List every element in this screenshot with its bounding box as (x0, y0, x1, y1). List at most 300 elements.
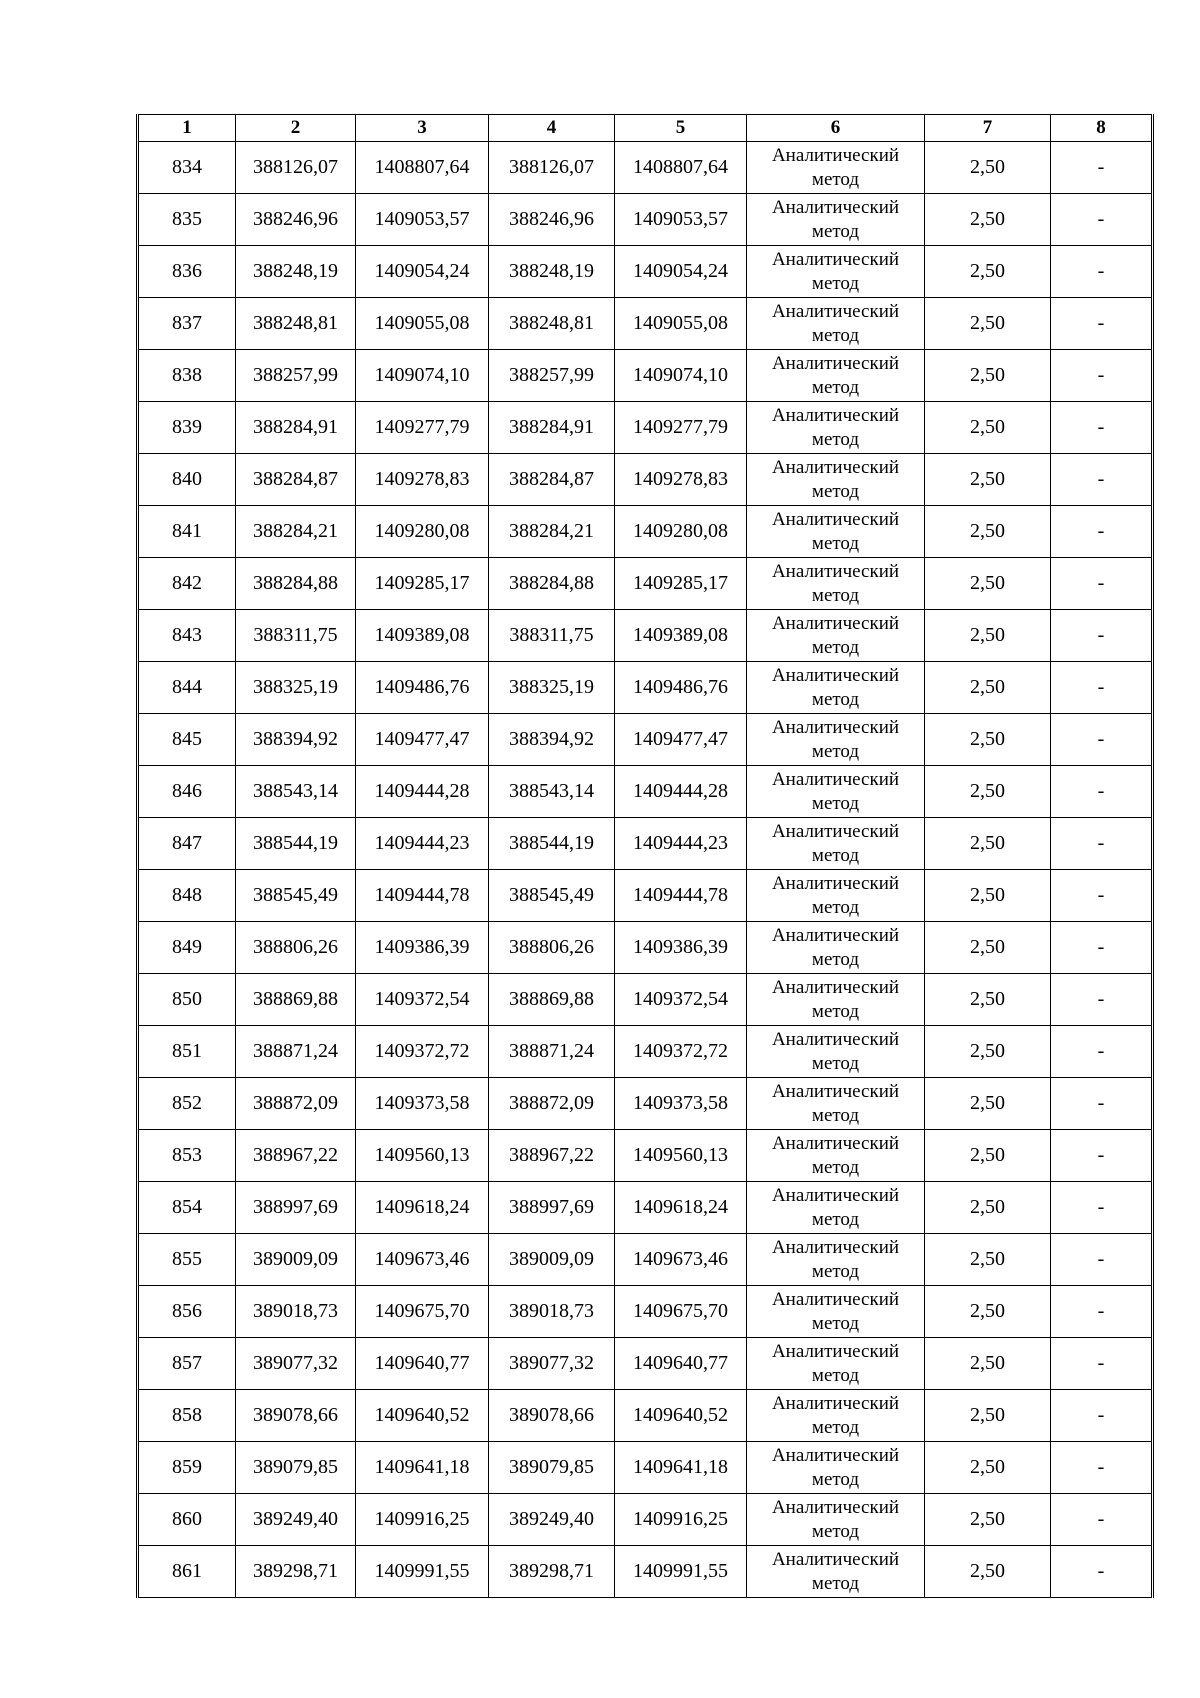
point-number-cell: 835 (138, 194, 236, 246)
point-number-cell: 848 (138, 870, 236, 922)
method-line-2: метод (811, 688, 860, 710)
x-coordinate-cell: 389077,32 (236, 1338, 356, 1390)
y-coordinate-cell: 1409916,25 (615, 1494, 747, 1546)
method-line-2: метод (811, 636, 860, 658)
method-line-1: Аналитический (771, 1236, 900, 1258)
table-row (138, 1078, 1153, 1130)
table-row (138, 974, 1153, 1026)
note-cell: - (1051, 662, 1153, 714)
method-line-2: метод (811, 1468, 860, 1490)
header-row (138, 115, 1153, 142)
column-header: 8 (1051, 115, 1153, 142)
method-line-2: метод (811, 376, 860, 398)
method-line-1: Аналитический (771, 248, 900, 270)
accuracy-cell: 2,50 (925, 818, 1051, 870)
method-cell (747, 506, 925, 558)
table-row (138, 454, 1153, 506)
x-coordinate-cell: 388246,96 (236, 194, 356, 246)
point-number-cell: 855 (138, 1234, 236, 1286)
accuracy-cell: 2,50 (925, 1182, 1051, 1234)
y-coordinate-cell: 1409444,28 (356, 766, 489, 818)
x-coordinate-cell: 388967,22 (489, 1130, 615, 1182)
method-cell (747, 1182, 925, 1234)
accuracy-cell: 2,50 (925, 194, 1051, 246)
y-coordinate-cell: 1409055,08 (356, 298, 489, 350)
point-number-cell: 839 (138, 402, 236, 454)
table-row (138, 246, 1153, 298)
table-row (138, 298, 1153, 350)
point-number-cell: 857 (138, 1338, 236, 1390)
x-coordinate-cell: 388284,91 (236, 402, 356, 454)
x-coordinate-cell: 389009,09 (489, 1234, 615, 1286)
y-coordinate-cell: 1409560,13 (356, 1130, 489, 1182)
x-coordinate-cell: 388806,26 (489, 922, 615, 974)
method-cell (747, 1026, 925, 1078)
x-coordinate-cell: 388872,09 (236, 1078, 356, 1130)
table-row (138, 662, 1153, 714)
table-row (138, 766, 1153, 818)
note-cell: - (1051, 142, 1153, 194)
table-row (138, 1338, 1153, 1390)
x-coordinate-cell: 388325,19 (489, 662, 615, 714)
table-row (138, 1442, 1153, 1494)
y-coordinate-cell: 1409074,10 (356, 350, 489, 402)
column-header: 4 (489, 115, 615, 142)
y-coordinate-cell: 1409277,79 (356, 402, 489, 454)
y-coordinate-cell: 1409444,23 (615, 818, 747, 870)
y-coordinate-cell: 1409386,39 (615, 922, 747, 974)
note-cell: - (1051, 454, 1153, 506)
y-coordinate-cell: 1409486,76 (356, 662, 489, 714)
point-number-cell: 844 (138, 662, 236, 714)
coordinates-table (136, 114, 1154, 1598)
x-coordinate-cell: 389249,40 (236, 1494, 356, 1546)
point-number-cell: 846 (138, 766, 236, 818)
x-coordinate-cell: 388997,69 (489, 1182, 615, 1234)
y-coordinate-cell: 1409054,24 (356, 246, 489, 298)
column-header: 2 (236, 115, 356, 142)
method-cell (747, 922, 925, 974)
x-coordinate-cell: 388967,22 (236, 1130, 356, 1182)
note-cell: - (1051, 974, 1153, 1026)
point-number-cell: 837 (138, 298, 236, 350)
accuracy-cell: 2,50 (925, 1286, 1051, 1338)
accuracy-cell: 2,50 (925, 1234, 1051, 1286)
method-cell (747, 1494, 925, 1546)
x-coordinate-cell: 388284,88 (236, 558, 356, 610)
point-number-cell: 845 (138, 714, 236, 766)
x-coordinate-cell: 388394,92 (489, 714, 615, 766)
column-header: 7 (925, 115, 1051, 142)
x-coordinate-cell: 388394,92 (236, 714, 356, 766)
method-line-2: метод (811, 272, 860, 294)
note-cell: - (1051, 870, 1153, 922)
method-line-2: метод (811, 168, 860, 190)
point-number-cell: 842 (138, 558, 236, 610)
point-number-cell: 840 (138, 454, 236, 506)
method-line-2: метод (811, 1520, 860, 1542)
y-coordinate-cell: 1409444,78 (356, 870, 489, 922)
y-coordinate-cell: 1409640,77 (356, 1338, 489, 1390)
method-cell (747, 870, 925, 922)
method-line-2: метод (811, 584, 860, 606)
method-line-1: Аналитический (771, 1028, 900, 1050)
table-row (138, 194, 1153, 246)
point-number-cell: 841 (138, 506, 236, 558)
y-coordinate-cell: 1409641,18 (356, 1442, 489, 1494)
y-coordinate-cell: 1408807,64 (356, 142, 489, 194)
note-cell: - (1051, 922, 1153, 974)
method-cell (747, 454, 925, 506)
x-coordinate-cell: 388545,49 (489, 870, 615, 922)
x-coordinate-cell: 388257,99 (489, 350, 615, 402)
method-line-2: метод (811, 1572, 860, 1594)
accuracy-cell: 2,50 (925, 1130, 1051, 1182)
accuracy-cell: 2,50 (925, 558, 1051, 610)
method-line-1: Аналитический (771, 1184, 900, 1206)
method-cell (747, 246, 925, 298)
method-line-2: метод (811, 1416, 860, 1438)
method-line-1: Аналитический (771, 612, 900, 634)
table-row (138, 1494, 1153, 1546)
method-line-1: Аналитический (771, 300, 900, 322)
y-coordinate-cell: 1409372,72 (356, 1026, 489, 1078)
y-coordinate-cell: 1409673,46 (615, 1234, 747, 1286)
x-coordinate-cell: 388997,69 (236, 1182, 356, 1234)
y-coordinate-cell: 1409386,39 (356, 922, 489, 974)
method-cell (747, 142, 925, 194)
note-cell: - (1051, 1494, 1153, 1546)
x-coordinate-cell: 388284,87 (489, 454, 615, 506)
accuracy-cell: 2,50 (925, 454, 1051, 506)
accuracy-cell: 2,50 (925, 1026, 1051, 1078)
table-row (138, 1182, 1153, 1234)
method-line-2: метод (811, 428, 860, 450)
x-coordinate-cell: 388543,14 (236, 766, 356, 818)
x-coordinate-cell: 389079,85 (489, 1442, 615, 1494)
y-coordinate-cell: 1409285,17 (615, 558, 747, 610)
y-coordinate-cell: 1409675,70 (356, 1286, 489, 1338)
note-cell: - (1051, 1286, 1153, 1338)
y-coordinate-cell: 1409477,47 (356, 714, 489, 766)
method-line-1: Аналитический (771, 196, 900, 218)
method-cell (747, 818, 925, 870)
x-coordinate-cell: 388311,75 (236, 610, 356, 662)
method-line-2: метод (811, 1364, 860, 1386)
accuracy-cell: 2,50 (925, 1442, 1051, 1494)
method-cell (747, 402, 925, 454)
method-cell (747, 610, 925, 662)
method-line-1: Аналитический (771, 1496, 900, 1518)
point-number-cell: 860 (138, 1494, 236, 1546)
method-line-1: Аналитический (771, 820, 900, 842)
table-row (138, 1130, 1153, 1182)
y-coordinate-cell: 1409444,28 (615, 766, 747, 818)
table-row (138, 922, 1153, 974)
method-line-2: метод (811, 1000, 860, 1022)
x-coordinate-cell: 388806,26 (236, 922, 356, 974)
method-line-1: Аналитический (771, 1548, 900, 1570)
note-cell: - (1051, 558, 1153, 610)
point-number-cell: 856 (138, 1286, 236, 1338)
note-cell: - (1051, 818, 1153, 870)
x-coordinate-cell: 388284,87 (236, 454, 356, 506)
accuracy-cell: 2,50 (925, 246, 1051, 298)
x-coordinate-cell: 388872,09 (489, 1078, 615, 1130)
x-coordinate-cell: 388869,88 (236, 974, 356, 1026)
x-coordinate-cell: 389249,40 (489, 1494, 615, 1546)
y-coordinate-cell: 1409053,57 (356, 194, 489, 246)
y-coordinate-cell: 1409673,46 (356, 1234, 489, 1286)
method-line-2: метод (811, 1312, 860, 1334)
method-line-2: метод (811, 532, 860, 554)
point-number-cell: 847 (138, 818, 236, 870)
x-coordinate-cell: 388257,99 (236, 350, 356, 402)
accuracy-cell: 2,50 (925, 1078, 1051, 1130)
method-line-1: Аналитический (771, 144, 900, 166)
method-line-1: Аналитический (771, 404, 900, 426)
method-cell (747, 662, 925, 714)
point-number-cell: 850 (138, 974, 236, 1026)
x-coordinate-cell: 388248,81 (489, 298, 615, 350)
method-line-1: Аналитический (771, 664, 900, 686)
method-cell (747, 1078, 925, 1130)
accuracy-cell: 2,50 (925, 1390, 1051, 1442)
y-coordinate-cell: 1409372,54 (615, 974, 747, 1026)
note-cell: - (1051, 1546, 1153, 1598)
point-number-cell: 834 (138, 142, 236, 194)
method-cell (747, 766, 925, 818)
method-line-1: Аналитический (771, 1132, 900, 1154)
y-coordinate-cell: 1409278,83 (615, 454, 747, 506)
note-cell: - (1051, 298, 1153, 350)
point-number-cell: 851 (138, 1026, 236, 1078)
method-line-2: метод (811, 948, 860, 970)
x-coordinate-cell: 388544,19 (489, 818, 615, 870)
column-header: 1 (138, 115, 236, 142)
note-cell: - (1051, 506, 1153, 558)
y-coordinate-cell: 1409373,58 (615, 1078, 747, 1130)
y-coordinate-cell: 1409640,52 (356, 1390, 489, 1442)
y-coordinate-cell: 1409486,76 (615, 662, 747, 714)
y-coordinate-cell: 1409640,52 (615, 1390, 747, 1442)
method-line-2: метод (811, 480, 860, 502)
y-coordinate-cell: 1409991,55 (615, 1546, 747, 1598)
note-cell: - (1051, 402, 1153, 454)
x-coordinate-cell: 388284,21 (489, 506, 615, 558)
method-line-1: Аналитический (771, 1080, 900, 1102)
point-number-cell: 858 (138, 1390, 236, 1442)
method-line-2: метод (811, 220, 860, 242)
y-coordinate-cell: 1409991,55 (356, 1546, 489, 1598)
note-cell: - (1051, 246, 1153, 298)
method-cell (747, 1286, 925, 1338)
accuracy-cell: 2,50 (925, 714, 1051, 766)
note-cell: - (1051, 1130, 1153, 1182)
note-cell: - (1051, 766, 1153, 818)
table-row (138, 1390, 1153, 1442)
point-number-cell: 861 (138, 1546, 236, 1598)
method-line-2: метод (811, 844, 860, 866)
x-coordinate-cell: 389009,09 (236, 1234, 356, 1286)
y-coordinate-cell: 1409477,47 (615, 714, 747, 766)
method-line-1: Аналитический (771, 1444, 900, 1466)
accuracy-cell: 2,50 (925, 610, 1051, 662)
table-row (138, 1234, 1153, 1286)
y-coordinate-cell: 1409074,10 (615, 350, 747, 402)
x-coordinate-cell: 388871,24 (489, 1026, 615, 1078)
method-line-1: Аналитический (771, 456, 900, 478)
note-cell: - (1051, 1078, 1153, 1130)
y-coordinate-cell: 1409372,54 (356, 974, 489, 1026)
method-cell (747, 1338, 925, 1390)
y-coordinate-cell: 1409916,25 (356, 1494, 489, 1546)
x-coordinate-cell: 389079,85 (236, 1442, 356, 1494)
y-coordinate-cell: 1409444,78 (615, 870, 747, 922)
x-coordinate-cell: 388543,14 (489, 766, 615, 818)
note-cell: - (1051, 1026, 1153, 1078)
method-cell (747, 558, 925, 610)
accuracy-cell: 2,50 (925, 766, 1051, 818)
method-cell (747, 714, 925, 766)
method-line-2: метод (811, 896, 860, 918)
method-cell (747, 1130, 925, 1182)
point-number-cell: 859 (138, 1442, 236, 1494)
note-cell: - (1051, 1182, 1153, 1234)
y-coordinate-cell: 1409641,18 (615, 1442, 747, 1494)
x-coordinate-cell: 388311,75 (489, 610, 615, 662)
method-line-2: метод (811, 792, 860, 814)
x-coordinate-cell: 388284,88 (489, 558, 615, 610)
accuracy-cell: 2,50 (925, 1494, 1051, 1546)
column-header: 3 (356, 115, 489, 142)
accuracy-cell: 2,50 (925, 1338, 1051, 1390)
table-row (138, 1546, 1153, 1598)
method-cell (747, 1442, 925, 1494)
method-cell (747, 350, 925, 402)
method-line-2: метод (811, 1104, 860, 1126)
x-coordinate-cell: 388544,19 (236, 818, 356, 870)
y-coordinate-cell: 1409560,13 (615, 1130, 747, 1182)
y-coordinate-cell: 1409278,83 (356, 454, 489, 506)
table-row (138, 350, 1153, 402)
y-coordinate-cell: 1409372,72 (615, 1026, 747, 1078)
x-coordinate-cell: 388248,81 (236, 298, 356, 350)
note-cell: - (1051, 194, 1153, 246)
accuracy-cell: 2,50 (925, 298, 1051, 350)
x-coordinate-cell: 389077,32 (489, 1338, 615, 1390)
y-coordinate-cell: 1409389,08 (356, 610, 489, 662)
method-cell (747, 974, 925, 1026)
column-header: 6 (747, 115, 925, 142)
x-coordinate-cell: 388248,19 (236, 246, 356, 298)
method-line-1: Аналитический (771, 924, 900, 946)
y-coordinate-cell: 1409675,70 (615, 1286, 747, 1338)
y-coordinate-cell: 1409280,08 (615, 506, 747, 558)
note-cell: - (1051, 1390, 1153, 1442)
method-line-1: Аналитический (771, 976, 900, 998)
method-line-1: Аналитический (771, 1340, 900, 1362)
y-coordinate-cell: 1409053,57 (615, 194, 747, 246)
x-coordinate-cell: 388869,88 (489, 974, 615, 1026)
method-line-1: Аналитический (771, 872, 900, 894)
y-coordinate-cell: 1409055,08 (615, 298, 747, 350)
x-coordinate-cell: 388126,07 (489, 142, 615, 194)
accuracy-cell: 2,50 (925, 142, 1051, 194)
y-coordinate-cell: 1409618,24 (615, 1182, 747, 1234)
table-body (138, 142, 1153, 1598)
accuracy-cell: 2,50 (925, 974, 1051, 1026)
table-row (138, 818, 1153, 870)
method-line-2: метод (811, 324, 860, 346)
note-cell: - (1051, 1234, 1153, 1286)
method-line-1: Аналитический (771, 716, 900, 738)
y-coordinate-cell: 1409373,58 (356, 1078, 489, 1130)
point-number-cell: 838 (138, 350, 236, 402)
method-line-2: метод (811, 740, 860, 762)
method-cell (747, 1546, 925, 1598)
table-row (138, 870, 1153, 922)
accuracy-cell: 2,50 (925, 350, 1051, 402)
method-cell (747, 194, 925, 246)
x-coordinate-cell: 388246,96 (489, 194, 615, 246)
table-row (138, 714, 1153, 766)
method-cell (747, 298, 925, 350)
y-coordinate-cell: 1409280,08 (356, 506, 489, 558)
x-coordinate-cell: 389078,66 (236, 1390, 356, 1442)
y-coordinate-cell: 1409640,77 (615, 1338, 747, 1390)
x-coordinate-cell: 389078,66 (489, 1390, 615, 1442)
column-header: 5 (615, 115, 747, 142)
x-coordinate-cell: 388325,19 (236, 662, 356, 714)
table-row (138, 610, 1153, 662)
table-row (138, 402, 1153, 454)
note-cell: - (1051, 1442, 1153, 1494)
x-coordinate-cell: 388871,24 (236, 1026, 356, 1078)
table-row (138, 1026, 1153, 1078)
y-coordinate-cell: 1409618,24 (356, 1182, 489, 1234)
method-line-1: Аналитический (771, 1392, 900, 1414)
x-coordinate-cell: 388126,07 (236, 142, 356, 194)
x-coordinate-cell: 389018,73 (489, 1286, 615, 1338)
y-coordinate-cell: 1409389,08 (615, 610, 747, 662)
accuracy-cell: 2,50 (925, 870, 1051, 922)
method-line-1: Аналитический (771, 560, 900, 582)
point-number-cell: 849 (138, 922, 236, 974)
y-coordinate-cell: 1409054,24 (615, 246, 747, 298)
point-number-cell: 836 (138, 246, 236, 298)
y-coordinate-cell: 1409277,79 (615, 402, 747, 454)
method-line-1: Аналитический (771, 768, 900, 790)
method-line-1: Аналитический (771, 508, 900, 530)
x-coordinate-cell: 389018,73 (236, 1286, 356, 1338)
method-cell (747, 1234, 925, 1286)
method-line-2: метод (811, 1260, 860, 1282)
point-number-cell: 854 (138, 1182, 236, 1234)
point-number-cell: 843 (138, 610, 236, 662)
y-coordinate-cell: 1408807,64 (615, 142, 747, 194)
x-coordinate-cell: 388284,21 (236, 506, 356, 558)
accuracy-cell: 2,50 (925, 1546, 1051, 1598)
x-coordinate-cell: 389298,71 (236, 1546, 356, 1598)
method-line-2: метод (811, 1052, 860, 1074)
point-number-cell: 852 (138, 1078, 236, 1130)
method-line-2: метод (811, 1208, 860, 1230)
method-line-1: Аналитический (771, 1288, 900, 1310)
table-row (138, 1286, 1153, 1338)
method-line-2: метод (811, 1156, 860, 1178)
table-row (138, 506, 1153, 558)
